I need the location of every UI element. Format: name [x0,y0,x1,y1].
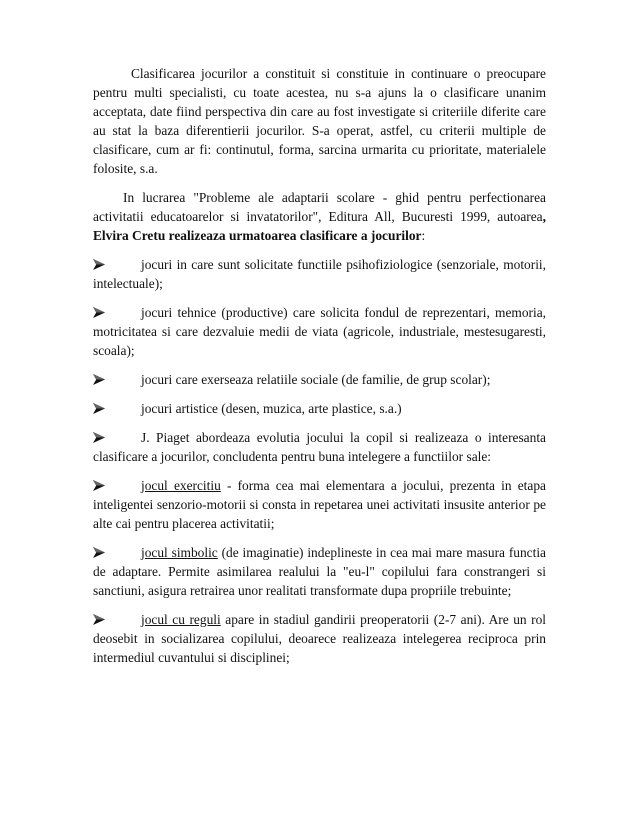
item-text: - forma cea mai elementara a jocului, prezenta in etapa inteligentei senzorio-motorii si consta in repetarea unei activitati insusite anterior pe alte cai pentru placerea activitatii; [93,478,546,531]
classification-list [93,255,546,667]
list-item [93,543,546,600]
bullet [93,428,141,447]
list-item [93,399,546,418]
paragraph-intro: Clasificarea jocurilor a constituit si constituie in continuare o preocupare pentru multi specialisti, cu toate acestea, nu s-a ajuns la o clasificare unanim acceptata, date fiind perspectiva din care au fost investigate si criteriile diferite care au stat la baza diferentierii jocurilor. S-a operat, astfel, cu criterii multiple de clasificare, cum ar fi: continutul, forma, sarcina urmarita cu prioritate, materialele folosite, s.a. [93,66,546,176]
list-item [93,303,546,360]
arrow-bullet-icon [93,614,105,625]
item-text: jocuri tehnice (productive) care solicita fondul de reprezentari, memoria, motricitatea si care dezvaluie medii de viata (agricole, industriale, mestesugaresti, scoala); [93,305,546,358]
item-text: jocuri artistice (desen, muzica, arte plastice, s.a.) [141,401,402,416]
paragraph-source [93,188,546,245]
arrow-bullet-icon [93,374,105,385]
item-term: jocul exercitiu [141,478,221,493]
bullet [93,399,141,418]
arrow-bullet-icon [93,307,105,318]
source-text: In lucrarea "Probleme ale adaptarii scolare - ghid pentru perfectionarea activitatii educatoarelor si invatatorilor", Editura All, Bucuresti 1999, autoarea [93,190,546,224]
list-item [93,370,546,389]
bullet [93,543,141,562]
item-text: J. Piaget abordeaza evolutia jocului la copil si realizeaza o interesanta clasificare a jocurilor, concludenta pentru buna intelegere a functiilor sale: [93,430,546,464]
list-item [93,610,546,667]
item-text: jocuri in care sunt solicitate functiile psihofiziologice (senzoriale, motorii, intelectuale); [93,257,546,291]
arrow-bullet-icon [93,259,105,270]
item-text: (de imaginatie) indeplineste in cea mai mare masura functia de adaptare. Permite asimilarea realului la "eu-l" copilului fara constrangeri si sanctiuni, asigura retrairea unor realitati transformate dupa propriile trebuinte; [93,545,547,598]
author-bold-text: , Elvira Cretu realizeaza urmatoarea clasificare a jocurilor [93,209,546,243]
list-item [93,428,546,466]
list-item [93,255,546,293]
arrow-bullet-icon [93,403,105,414]
bullet [93,255,141,274]
list-item [93,476,546,533]
source-colon: : [421,228,426,243]
bullet [93,303,141,322]
arrow-bullet-icon [93,547,105,558]
item-term: jocul simbolic [141,545,218,560]
arrow-bullet-icon [93,480,105,491]
item-term: jocul cu reguli [141,612,221,627]
item-text: jocuri care exerseaza relatiile sociale (de familie, de grup scolar); [141,372,491,387]
bullet [93,476,141,495]
bullet [93,370,141,389]
bullet [93,610,141,629]
item-text: apare in stadiul gandirii preoperatorii (2-7 ani). Are un rol deosebit in socializarea copilului, deoarece realizeaza intelegerea reciproca prin intermediul cuvantului si disciplinei; [93,612,546,665]
arrow-bullet-icon [93,432,105,443]
